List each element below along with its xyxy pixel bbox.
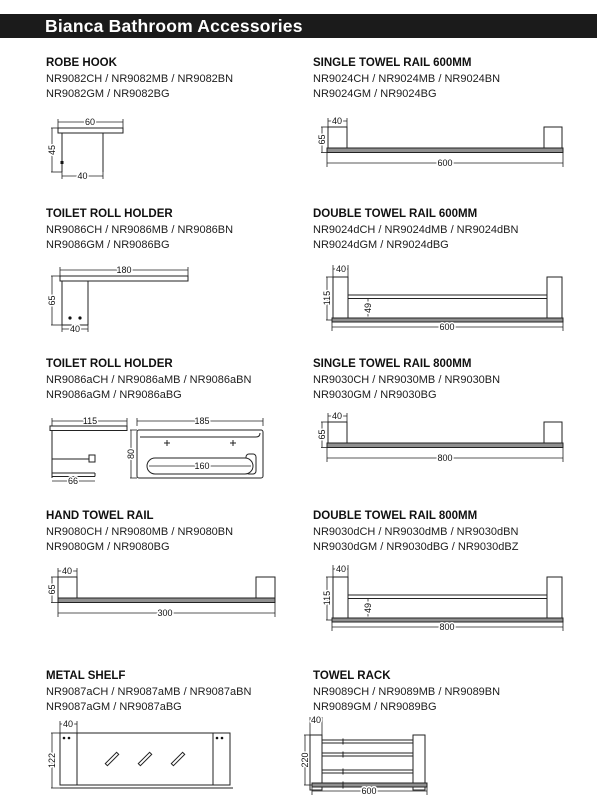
dimension-width <box>58 117 123 128</box>
dim-label: 115 <box>82 416 98 426</box>
dim-label: 800 <box>437 453 453 463</box>
rail-bar <box>58 598 275 603</box>
dimension-height <box>322 277 333 320</box>
hand-towel-rail-drawing <box>45 562 280 624</box>
dimension-post <box>60 719 77 733</box>
dim-label: 40 <box>69 324 81 334</box>
rack-rail-2 <box>322 753 413 756</box>
double-towel-rail-600-drawing <box>315 258 585 336</box>
dimension-length <box>58 603 275 619</box>
dim-label: 40 <box>331 411 343 421</box>
right-post <box>544 422 562 443</box>
screw-hole <box>63 737 66 740</box>
dimension-post <box>310 715 322 735</box>
dim-label: 115 <box>322 290 332 306</box>
right-post <box>547 277 562 318</box>
dim-label: 122 <box>47 752 57 769</box>
product-title: ROBE HOOK <box>46 57 117 69</box>
dim-label: 220 <box>300 752 310 768</box>
metal-shelf-drawing <box>45 712 240 797</box>
double-towel-rail-800-drawing <box>315 558 585 636</box>
product-codes-line: NR9082GM / NR9082BG <box>46 87 170 100</box>
product-title: TOILET ROLL HOLDER <box>46 208 173 220</box>
dim-label: 60 <box>84 117 96 127</box>
dim-label: 600 <box>437 158 453 168</box>
product-codes-line: NR9080GM / NR9080BG <box>46 540 170 553</box>
dim-label: 49 <box>363 302 373 314</box>
dimension-post <box>333 264 348 277</box>
product-card-single-towel-rail-600 <box>313 57 593 168</box>
dim-label: 185 <box>194 416 210 426</box>
dim-label: 300 <box>157 608 173 618</box>
dimension-front-width <box>137 416 263 426</box>
dim-label: 40 <box>331 116 343 126</box>
product-codes-line: NR9030GM / NR9030BG <box>313 388 437 401</box>
dim-label: 80 <box>126 448 136 460</box>
dim-label: 800 <box>439 622 455 632</box>
wall-plate <box>58 128 123 133</box>
product-codes-line: NR9024dGM / NR9024dBG <box>313 238 449 251</box>
side-top-plate <box>50 426 127 431</box>
product-codes-line: NR9030dGM / NR9030dBG / NR9030dBZ <box>313 540 519 553</box>
left-post <box>328 127 347 148</box>
dimension-length <box>332 622 563 632</box>
dimension-side-depth <box>52 476 95 486</box>
right-post <box>544 127 562 148</box>
product-codes-line: NR9086aGM / NR9086aBG <box>46 388 182 401</box>
dim-label: 40 <box>310 715 322 725</box>
dimension-length <box>327 448 563 464</box>
toilet-roll-holder-drawing <box>45 262 195 336</box>
product-title: DOUBLE TOWEL RAIL 600MM <box>313 208 478 220</box>
left-post <box>333 277 348 318</box>
screw-hole <box>78 316 81 319</box>
rail-bar <box>327 443 563 448</box>
toilet-roll-holder-a-drawing <box>45 415 275 489</box>
dimension-gap <box>363 599 376 619</box>
product-card-towel-rack <box>300 670 593 796</box>
product-codes-line: NR9080CH / NR9080MB / NR9080BN <box>46 526 234 538</box>
right-post <box>413 735 425 790</box>
dim-label: 66 <box>67 476 79 486</box>
product-codes-line: NR9086CH / NR9086MB / NR9086BN <box>46 224 234 236</box>
robe-hook-drawing <box>45 113 145 187</box>
page-title: Bianca Bathroom Accessories <box>45 15 303 36</box>
page-header <box>0 14 597 38</box>
product-codes-line: NR9024CH / NR9024MB / NR9024BN <box>313 73 501 85</box>
dim-label: 160 <box>194 461 210 471</box>
dim-label: 45 <box>47 144 57 156</box>
product-card-double-towel-rail-600 <box>313 208 593 332</box>
screw-slot <box>61 161 64 164</box>
dimension-gap <box>363 299 376 319</box>
dimension-height <box>47 733 60 788</box>
dim-label: 65 <box>47 295 57 306</box>
product-card-toilet-roll-holder <box>46 208 326 334</box>
dim-label: 600 <box>439 322 455 332</box>
rack-rail-3 <box>322 770 413 773</box>
top-rail <box>348 595 547 599</box>
dimension-height <box>317 127 328 153</box>
product-title: TOILET ROLL HOLDER <box>46 358 173 370</box>
screw-hole <box>221 737 224 740</box>
product-codes-line: NR9030CH / NR9030MB / NR9030BN <box>313 374 501 386</box>
dimension-height <box>47 577 58 603</box>
single-towel-rail-800-drawing <box>315 407 585 469</box>
product-codes-line: NR9087aCH / NR9087aMB / NR9087aBN <box>46 686 252 698</box>
screw-hole <box>216 737 219 740</box>
dimension-front-height <box>126 430 137 478</box>
product-card-hand-towel-rail <box>46 510 326 618</box>
product-codes-line: NR9030dCH / NR9030dMB / NR9030dBN <box>313 526 519 538</box>
dimension-height <box>47 128 62 172</box>
product-codes-line: NR9089CH / NR9089MB / NR9089BN <box>313 686 501 698</box>
product-card-double-towel-rail-800 <box>313 510 593 632</box>
dimension-post <box>328 411 347 422</box>
dimension-depth <box>62 171 103 181</box>
left-post <box>310 735 322 790</box>
right-post <box>547 577 562 618</box>
single-towel-rail-600-drawing <box>315 112 585 174</box>
product-codes-line: NR9089GM / NR9089BG <box>313 700 437 713</box>
roll-bar <box>60 276 188 281</box>
side-arm-cap <box>89 455 95 462</box>
dimension-height <box>322 577 333 620</box>
left-post <box>328 422 347 443</box>
dimension-post <box>333 564 348 577</box>
product-codes-line: NR9086aCH / NR9086aMB / NR9086aBN <box>46 374 252 386</box>
product-title: METAL SHELF <box>46 670 126 682</box>
dimension-post <box>328 116 347 127</box>
dim-label: 40 <box>62 719 74 729</box>
dimension-height <box>47 276 62 325</box>
product-codes-line: NR9082CH / NR9082MB / NR9082BN <box>46 73 234 85</box>
screw-hole <box>68 737 71 740</box>
dim-label: 40 <box>335 264 347 274</box>
dim-label: 180 <box>116 265 132 275</box>
dim-label: 40 <box>335 564 347 574</box>
dim-label: 40 <box>77 171 88 181</box>
dim-label: 65 <box>317 134 327 145</box>
product-title: HAND TOWEL RAIL <box>46 510 154 522</box>
dimension-side-width <box>52 416 127 426</box>
dimension-length <box>327 153 563 169</box>
dimension-height <box>317 422 328 448</box>
dim-label: 65 <box>47 584 57 595</box>
left-post <box>333 577 348 618</box>
dimension-length <box>332 322 563 332</box>
screw-hole <box>68 316 71 319</box>
dimension-width <box>60 265 188 276</box>
product-codes-line: NR9024GM / NR9024BG <box>313 87 437 100</box>
dim-label: 65 <box>317 429 327 440</box>
rail-bar <box>327 148 563 153</box>
product-codes-line: NR9087aGM / NR9087aBG <box>46 700 182 713</box>
product-card-single-towel-rail-800 <box>313 358 593 463</box>
dim-label: 49 <box>363 602 373 614</box>
dim-label: 40 <box>61 566 73 576</box>
product-title: SINGLE TOWEL RAIL 800MM <box>313 358 472 370</box>
top-rail <box>348 295 547 299</box>
right-post <box>256 577 275 598</box>
dim-label: 600 <box>361 786 377 796</box>
product-title: TOWEL RACK <box>313 670 391 682</box>
product-codes-line: NR9024dCH / NR9024dMB / NR9024dBN <box>313 224 519 236</box>
dim-label: 115 <box>322 590 332 606</box>
rack-rail-1 <box>322 740 413 743</box>
dimension-post <box>58 566 77 577</box>
towel-rack-drawing <box>300 712 435 800</box>
product-title: SINGLE TOWEL RAIL 600MM <box>313 57 472 69</box>
left-post <box>58 577 77 598</box>
product-title: DOUBLE TOWEL RAIL 800MM <box>313 510 478 522</box>
product-codes-line: NR9086GM / NR9086BG <box>46 238 170 251</box>
